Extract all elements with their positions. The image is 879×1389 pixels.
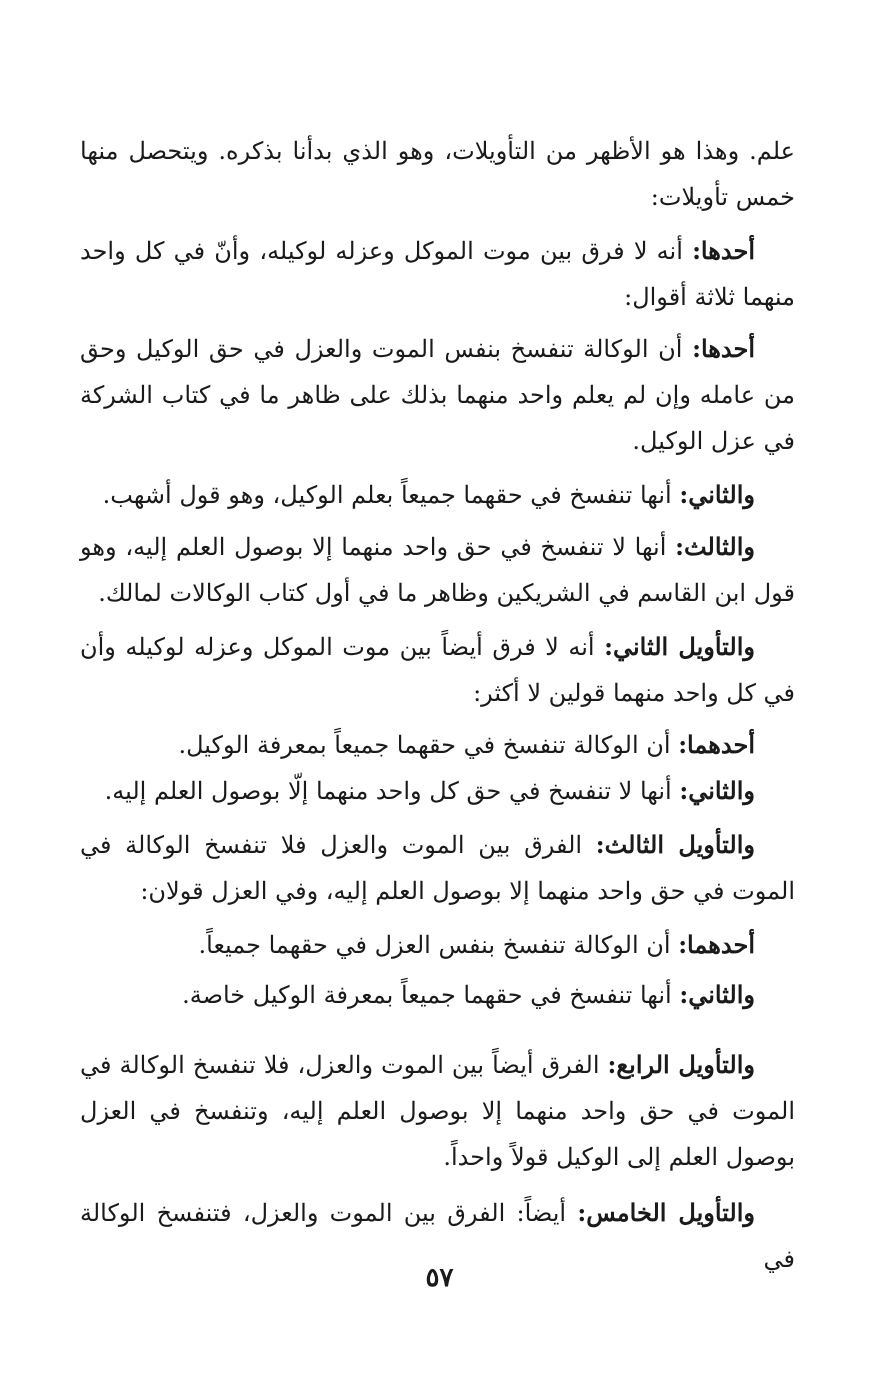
paragraph-label: والتأويل الثالث: [595, 830, 755, 859]
paragraph-label: أحدها: [692, 236, 755, 265]
paragraph-text: أن الوكالة تنفسخ في حقهما جميعاً بمعرفة الوكيل. [178, 731, 679, 759]
paragraph-third-opinion-one [80, 922, 795, 968]
paragraph-label: والثاني: [679, 480, 755, 509]
paragraph-third-interpretation [80, 822, 795, 914]
paragraph-first-interpretation [80, 228, 795, 320]
paragraph-second-interpretation [80, 624, 795, 716]
paragraph-opinion-one [80, 326, 795, 464]
paragraph-label: والتأويل الخامس: [577, 1198, 755, 1227]
page-number: ٥٧ [425, 1263, 454, 1293]
paragraph-label: والثالث: [675, 532, 755, 561]
paragraph-text: أيضاً: الفرق بين الموت والعزل، فتنفسخ الوكالة في [80, 1199, 795, 1273]
paragraph-text: أن الوكالة تنفسخ بنفس الموت والعزل في حق الوكيل وحق من عامله وإن لم يعلم واحد منهما بذلك على ظاهر ما في كتاب الشركة في عزل الوكيل. [80, 335, 795, 455]
paragraph-text: الفرق أيضاً بين الموت والعزل، فلا تنفسخ الوكالة في الموت في حق واحد منهما إلا بوصول العلم إليه، وتنفسخ في العزل بوصول العلم إلى الوكيل قولاً واحداً. [80, 1051, 795, 1171]
paragraph-label: والثاني: [679, 980, 755, 1009]
paragraph-label: والتأويل الرابع: [607, 1050, 755, 1079]
paragraph-text: أن الوكالة تنفسخ بنفس العزل في حقهما جميعاً. [198, 931, 679, 959]
paragraph-label: أحدها: [692, 334, 756, 363]
paragraph-text: الفرق بين الموت والعزل فلا تنفسخ الوكالة في الموت في حق واحد منهما إلا بوصول العلم إليه، وفي العزل قولان: [80, 831, 795, 905]
paragraph-text: علم. وهذا هو الأظهر من التأويلات، وهو الذي بدأنا بذكره. ويتحصل منها خمس تأويلات: [80, 137, 795, 211]
paragraph-text: أنها تنفسخ في حقهما جميعاً بعلم الوكيل، وهو قول أشهب. [102, 481, 680, 509]
paragraph-opinion-two [80, 472, 795, 518]
paragraph-intro [80, 128, 795, 220]
paragraph-label: أحدهما: [678, 730, 755, 759]
paragraph-text: أنها لا تنفسخ في حق كل واحد منهما إلّا بوصول العلم إليه. [104, 777, 680, 805]
paragraph-opinion-three [80, 524, 795, 616]
paragraph-third-opinion-two [80, 972, 795, 1018]
paragraph-label: والتأويل الثاني: [604, 632, 755, 661]
paragraph-second-opinion-one [80, 722, 795, 768]
paragraph-text: أنه لا فرق أيضاً بين موت الموكل وعزله لوكيله وأن في كل واحد منهما قولين لا أكثر: [80, 633, 795, 707]
paragraph-label: والثاني: [679, 776, 755, 805]
paragraph-text: أنه لا فرق بين موت الموكل وعزله لوكيله، وأنّ في كل واحد منهما ثلاثة أقوال: [80, 237, 795, 311]
paragraph-fourth-interpretation [80, 1042, 795, 1180]
paragraph-label: أحدهما: [678, 930, 755, 959]
paragraph-text: أنها تنفسخ في حقهما جميعاً بمعرفة الوكيل خاصة. [182, 981, 680, 1009]
paragraph-second-opinion-two [80, 768, 795, 814]
paragraph-text: أنها لا تنفسخ في حق واحد منهما إلا بوصول العلم إليه، وهو قول ابن القاسم في الشريكين وظاهر ما في أول كتاب الوكالات لمالك. [80, 533, 795, 607]
